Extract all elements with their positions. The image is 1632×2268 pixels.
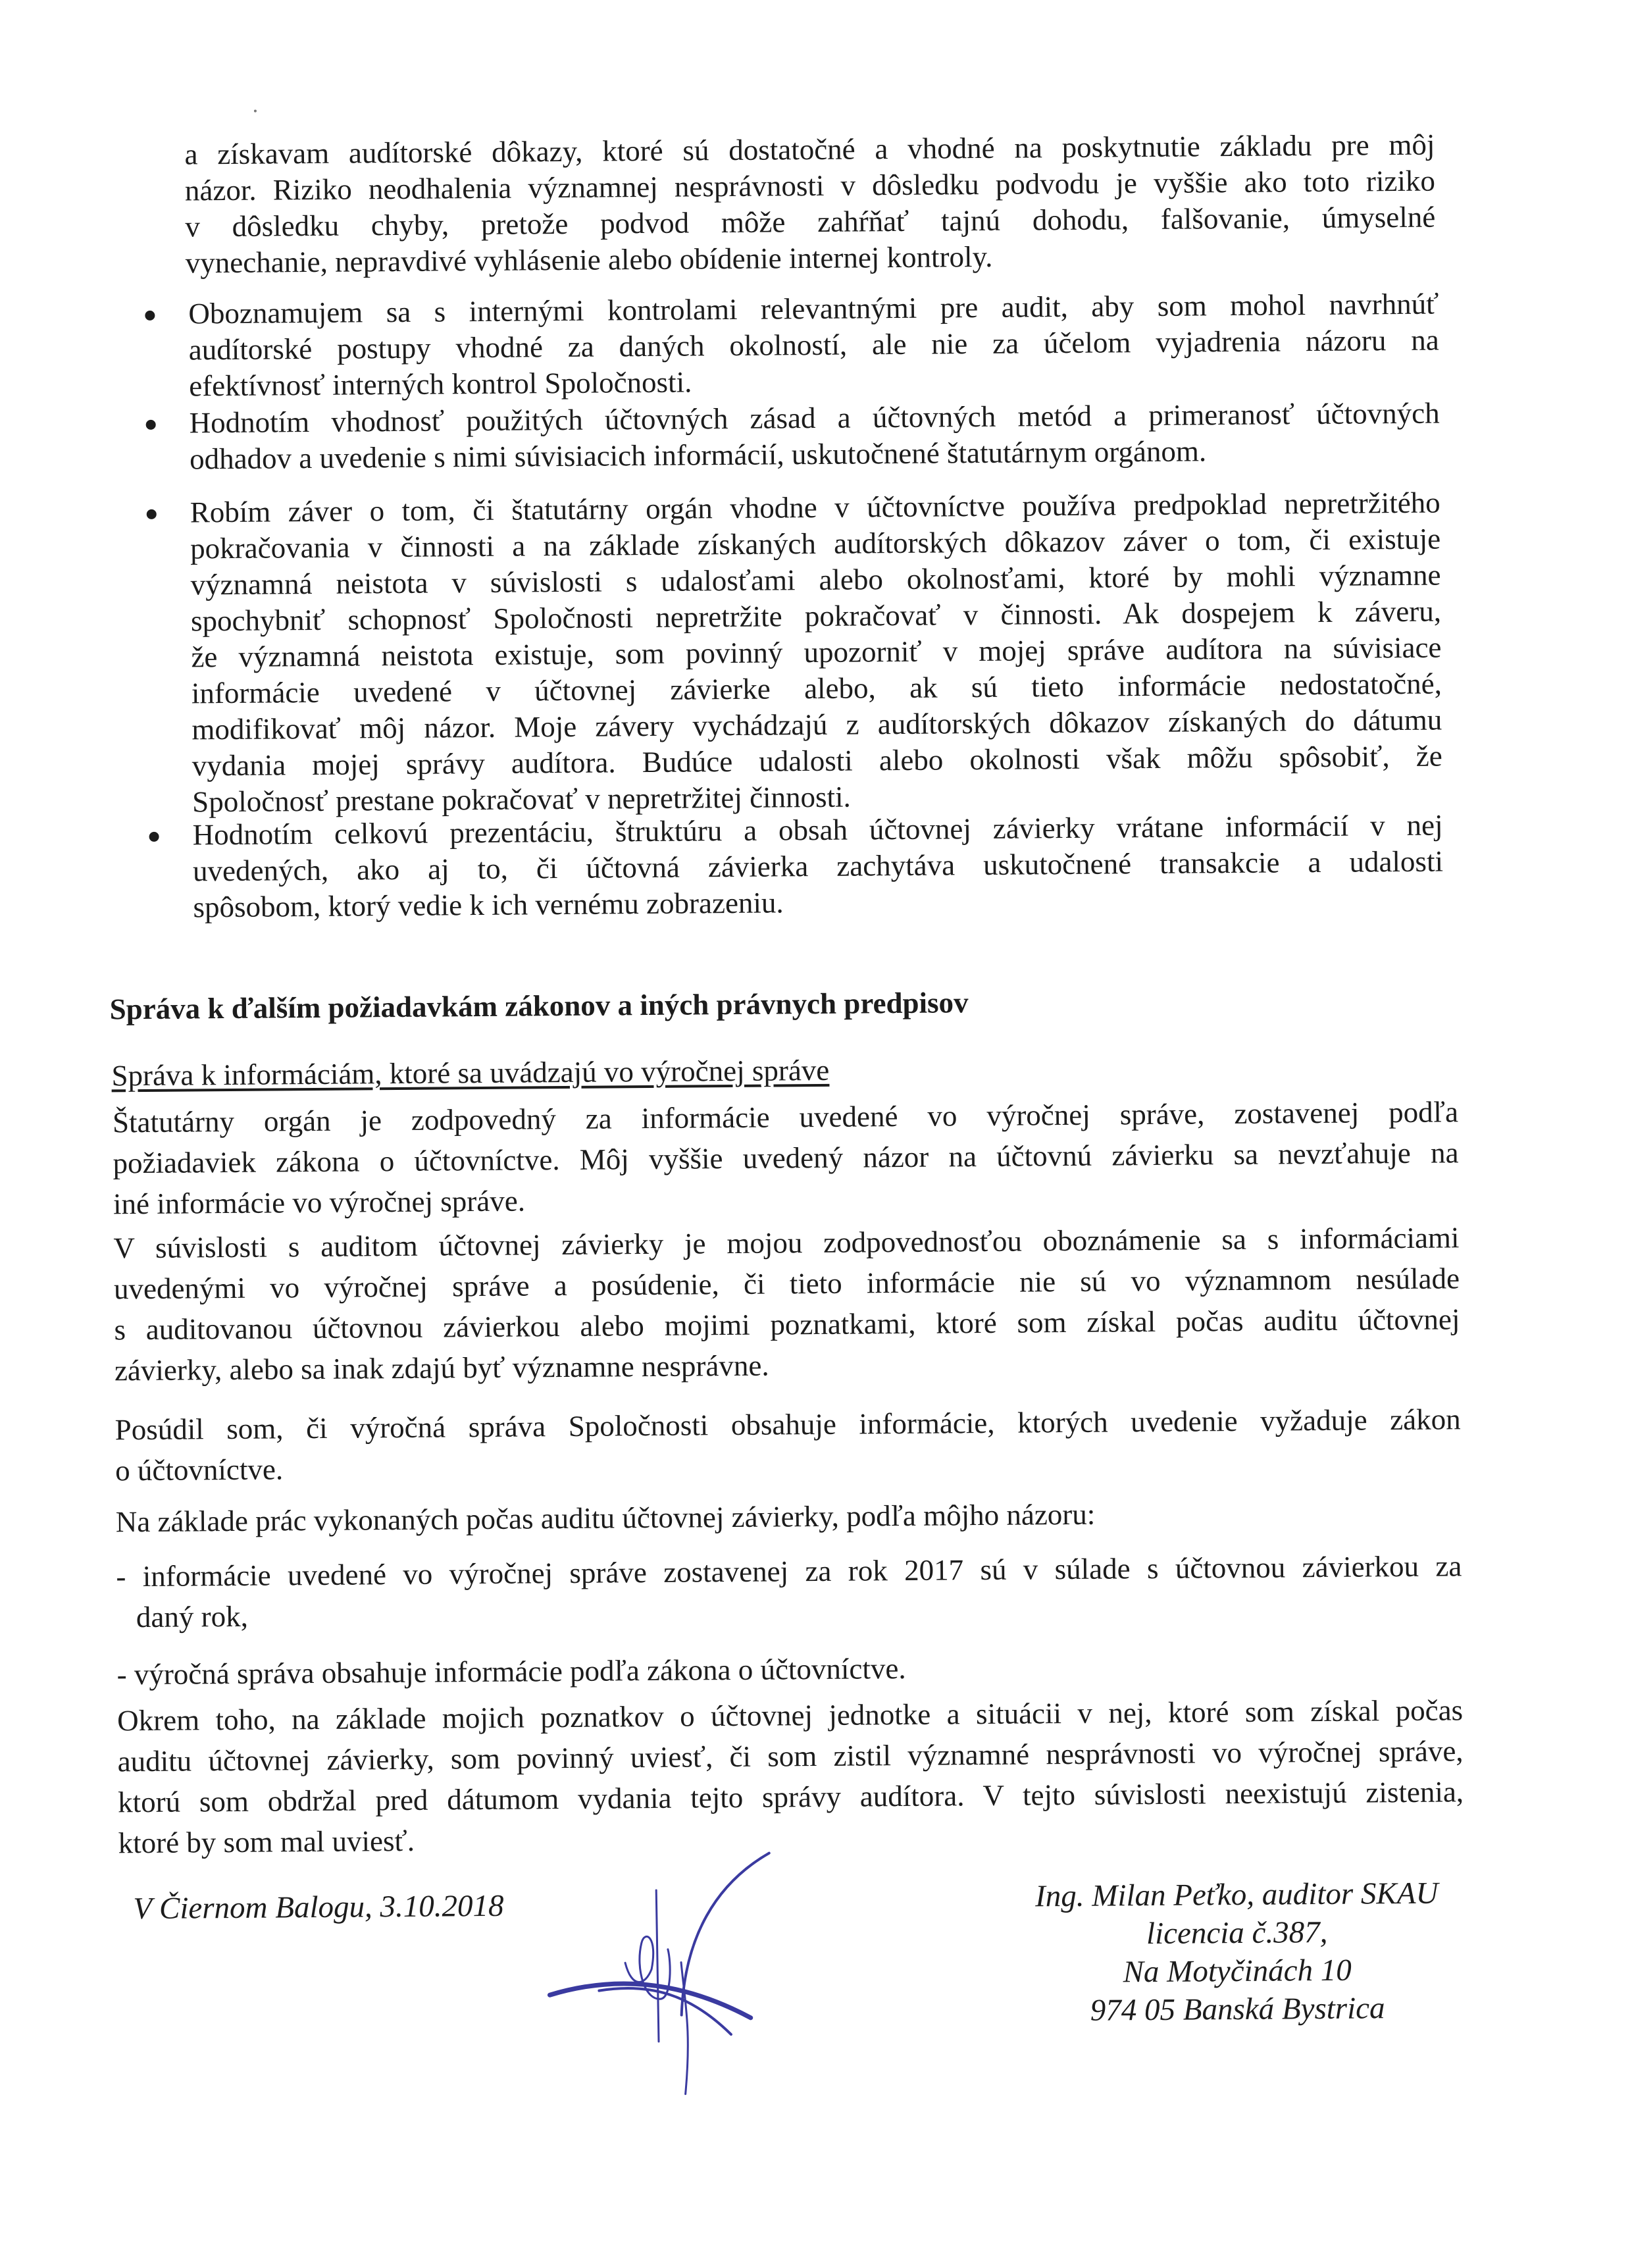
handwritten-signature — [532, 1841, 1034, 2108]
dash-list-item — [116, 1545, 1462, 1637]
text-line: informácie uvedené v účtovnej závierke alebo, ak sú tieto informácie nedostatočné, — [191, 667, 1442, 710]
bullet-icon — [149, 832, 159, 842]
text-line: spochybniť schopnosť Spoločnosti nepretržite pokračovať v činnosti. Ak dospejem k záveru, — [190, 594, 1442, 638]
text-line: a získavam audítorské dôkazy, ktoré sú dostatočné a vhodné na poskytnutie základu pre môj — [184, 128, 1435, 171]
text-line: ktoré by som mal uviesť. — [118, 1824, 415, 1860]
paragraph — [113, 1091, 1459, 1224]
paragraph — [184, 127, 1436, 282]
paragraph — [113, 1217, 1460, 1391]
auditor-street: Na Motyčinách 10 — [1123, 1953, 1352, 1990]
text-line: - informácie uvedené vo výročnej správe zostavenej za rok 2017 sú v súlade s účtovnou závierkou za — [116, 1549, 1462, 1593]
text-line: významná neistota v súvislosti s udalosťami alebo okolnosťami, ktoré by mohli významne — [190, 558, 1441, 602]
text-line: pokračovania v činnosti a na základe získaných audítorských dôkazov záver o tom, či existuje — [190, 522, 1441, 565]
paragraph — [116, 1491, 1462, 1542]
text-line: - výročná správa obsahuje informácie podľa zákona o účtovníctve. — [116, 1651, 906, 1691]
dash-list-item — [116, 1643, 1462, 1695]
bullet-icon — [145, 311, 155, 321]
text-line: závierky, alebo sa inak zdajú byť významne nesprávne. — [114, 1349, 769, 1387]
text-line: ktorú som obdržal pred dátumom vydania tejto správy audítora. V tejto súvislosti neexistujú zistenia, — [117, 1775, 1464, 1819]
bullet-icon — [146, 420, 156, 430]
text-line: spôsobom, ktorý vedie k ich vernému zobrazeniu. — [193, 886, 784, 924]
text-line: názor. Riziko neodhalenia významnej nesprávnosti v dôsledku podvodu je vyššie ako toto riziko — [184, 164, 1436, 207]
text-line: vydania mojej správy audítora. Budúce udalosti alebo okolnosti však môžu spôsobiť, že — [191, 739, 1442, 783]
text-line: v dôsledku chyby, pretože podvod môže zahŕňať tajnú dohodu, falšovanie, úmyselné — [185, 200, 1436, 244]
text-line: uvedených, ako aj to, či účtovná závierka zachytáva uskutočnené transakcie a udalosti — [192, 844, 1444, 888]
text-line: Na základe prác vykonaných počas auditu účtovnej závierky, podľa môjho názoru: — [115, 1497, 1096, 1539]
text-line: požiadaviek zákona o účtovníctve. Môj vyššie uvedený názor na účtovnú závierku sa nevzťahuje na — [113, 1136, 1459, 1180]
text-line: Štatutárny orgán je zodpovedný za informácie uvedené vo výročnej správe, zostavenej podľa — [112, 1095, 1459, 1139]
text-line: auditu účtovnej závierky, som povinný uviesť, či som zistil významné nesprávnosti vo výročnej správe, — [117, 1734, 1464, 1778]
text-line: s auditovanou účtovnou závierkou alebo mojimi poznatkami, ktoré som získal počas auditu účtovnej — [114, 1302, 1460, 1347]
section-subheading: Správa k informáciám, ktoré sa uvádzajú vo výročnej správe — [111, 1053, 830, 1093]
text-line: modifikovať môj názor. Moje závery vychádzajú z audítorských dôkazov získaných do dátumu — [191, 703, 1442, 746]
text-line: uvedenými vo výročnej správe a posúdenie, či tieto informácie nie sú vo významnom nesúlade — [113, 1262, 1460, 1306]
text-line: vynechanie, nepravdivé vyhlásenie alebo obídenie internej kontroly. — [185, 240, 993, 280]
text-line: audítorské postupy vhodné za daných okolností, ale nie za účelom vyjadrenia názoru na — [188, 323, 1439, 367]
text-line: Spoločnosť prestane pokračovať v nepretržitej činnosti. — [191, 780, 852, 819]
bullet-item — [190, 485, 1443, 821]
auditor-license: licencia č.387, — [1146, 1915, 1328, 1951]
text-line: Hodnotím celkovú prezentáciu, štruktúru a obsah účtovnej závierky vrátane informácií v nej — [192, 808, 1443, 852]
paragraph — [117, 1689, 1464, 1863]
bullet-item — [192, 808, 1443, 926]
text-line: Posúdil som, či výročná správa Spoločnosti obsahuje informácie, ktorých uvedenie vyžaduje zákon — [115, 1403, 1461, 1447]
text-line: odhadov a uvedenie s nimi súvisiacich informácií, uskutočnené štatutárnym orgánom. — [189, 434, 1207, 476]
text-line: V súvislosti s auditom účtovnej závierky je mojou zodpovednosťou oboznámenie sa s informáciami — [113, 1221, 1460, 1265]
paragraph — [115, 1399, 1461, 1491]
auditor-city: 974 05 Banská Bystrica — [1090, 1991, 1385, 2028]
scan-speck — [254, 110, 257, 113]
text-line: o účtovníctve. — [115, 1453, 284, 1487]
text-line: Okrem toho, na základe mojich poznatkov o účtovnej jednotke a situácii v nej, ktoré som získal počas — [116, 1693, 1464, 1738]
text-line: že významná neistota existuje, som povinný upozorniť v mojej správe audítora na súvisiace — [191, 631, 1442, 674]
text-line: iné informácie vo výročnej správe. — [113, 1184, 526, 1221]
section-heading: Správa k ďalším požiadavkám zákonov a iných právnych predpisov — [109, 986, 969, 1026]
place-and-date: V Čiernom Balogu, 3.10.2018 — [133, 1888, 504, 1926]
auditor-block — [980, 1874, 1494, 2030]
text-line: daný rok, — [136, 1599, 249, 1634]
auditor-name: Ing. Milan Peťko, auditor SKAU — [1034, 1876, 1439, 1914]
text-line: Oboznamujem sa s internými kontrolami relevantnými pre audit, aby som mohol navrhnúť — [188, 287, 1439, 330]
bullet-icon — [147, 509, 157, 519]
bullet-item — [188, 286, 1439, 405]
bullet-item — [189, 396, 1440, 478]
audit-procedures-list — [0, 0, 1623, 924]
text-line: Robím záver o tom, či štatutárny orgán vhodne v účtovníctve používa predpoklad nepretržitého — [190, 486, 1441, 529]
text-line: Hodnotím vhodnosť použitých účtovných zásad a účtovných metód a primeranosť účtovných — [189, 396, 1440, 440]
text-line: efektívnosť interných kontrol Spoločnosti. — [189, 365, 692, 403]
